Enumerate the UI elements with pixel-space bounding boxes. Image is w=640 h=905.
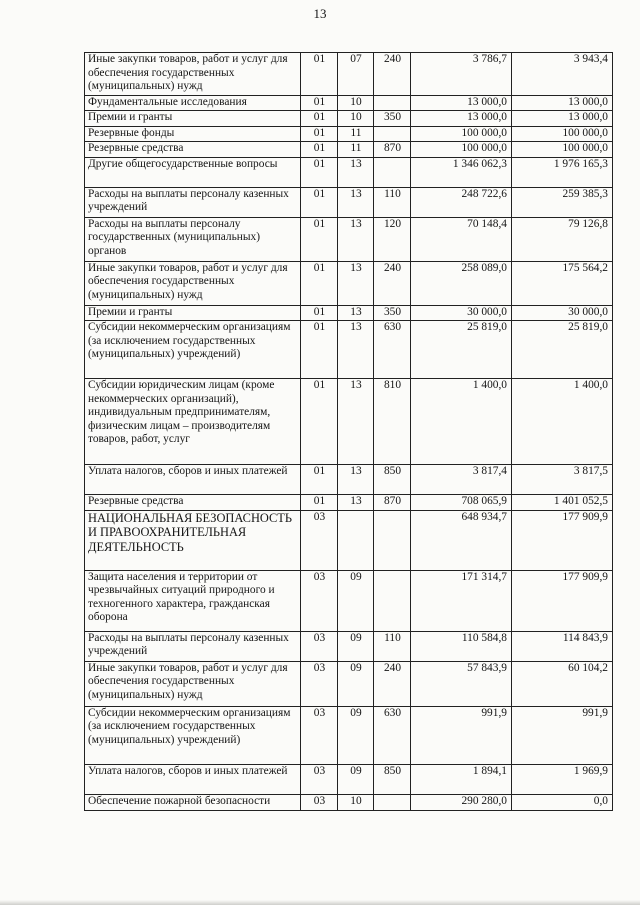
subsection-code: 13 (338, 157, 374, 187)
section-code: 03 (301, 570, 338, 631)
table-row (85, 631, 613, 661)
amount-year-1: 1 400,0 (411, 379, 512, 465)
subsection-code: 13 (338, 187, 374, 217)
table-row (85, 495, 613, 511)
table-row (85, 126, 613, 142)
expense-type-code (374, 794, 411, 810)
expense-type-code (374, 570, 411, 631)
section-code: 03 (301, 706, 338, 764)
section-code: 01 (301, 465, 338, 495)
expense-type-code: 110 (374, 187, 411, 217)
expense-type-code (374, 95, 411, 111)
row-description: Субсидии некоммерческим организациям (за исключением государственных (муниципальных) учреждений) (85, 706, 301, 764)
table-row (85, 187, 613, 217)
amount-year-1: 708 065,9 (411, 495, 512, 511)
amount-year-2: 175 564,2 (512, 261, 613, 305)
subsection-code: 13 (338, 495, 374, 511)
expense-type-code: 110 (374, 631, 411, 661)
expense-type-code: 240 (374, 53, 411, 96)
amount-year-2: 13 000,0 (512, 111, 613, 127)
row-description: Фундаментальные исследования (85, 95, 301, 111)
expense-type-code (374, 126, 411, 142)
amount-year-2: 1 401 052,5 (512, 495, 613, 511)
section-code: 01 (301, 53, 338, 96)
section-code: 03 (301, 510, 338, 570)
amount-year-1: 248 722,6 (411, 187, 512, 217)
amount-year-2: 991,9 (512, 706, 613, 764)
subsection-code: 09 (338, 661, 374, 706)
row-description: Расходы на выплаты персоналу государственных (муниципальных) органов (85, 217, 301, 261)
page-number: 13 (313, 6, 327, 21)
row-description: Уплата налогов, сборов и иных платежей (85, 764, 301, 794)
amount-year-2: 100 000,0 (512, 126, 613, 142)
amount-year-1: 1 346 062,3 (411, 157, 512, 187)
table-row (85, 510, 613, 570)
table-row (85, 794, 613, 810)
table-row (85, 111, 613, 127)
table-row (85, 53, 613, 96)
subsection-code: 13 (338, 261, 374, 305)
table-row (85, 217, 613, 261)
section-code: 03 (301, 794, 338, 810)
amount-year-2: 1 400,0 (512, 379, 613, 465)
subsection-code: 09 (338, 570, 374, 631)
amount-year-1: 13 000,0 (411, 111, 512, 127)
amount-year-1: 648 934,7 (411, 510, 512, 570)
table-row (85, 261, 613, 305)
budget-table-body (85, 53, 613, 811)
amount-year-2: 0,0 (512, 794, 613, 810)
subsection-code: 09 (338, 631, 374, 661)
amount-year-1: 991,9 (411, 706, 512, 764)
table-row (85, 305, 613, 321)
subsection-code: 09 (338, 764, 374, 794)
amount-year-1: 100 000,0 (411, 142, 512, 158)
subsection-code: 13 (338, 217, 374, 261)
expense-type-code (374, 157, 411, 187)
row-description: Защита населения и территории от чрезвычайных ситуаций природного и техногенного характера, гражданская оборона (85, 570, 301, 631)
expense-type-code: 630 (374, 321, 411, 379)
expense-type-code: 850 (374, 764, 411, 794)
row-description: Уплата налогов, сборов и иных платежей (85, 465, 301, 495)
section-code: 03 (301, 661, 338, 706)
section-code: 01 (301, 379, 338, 465)
table-row (85, 379, 613, 465)
row-description: Иные закупки товаров, работ и услуг для обеспечения государственных (муниципальных) нужд (85, 261, 301, 305)
scan-edge (0, 900, 640, 905)
section-code: 01 (301, 305, 338, 321)
amount-year-1: 1 894,1 (411, 764, 512, 794)
row-description: Премии и гранты (85, 111, 301, 127)
section-code: 01 (301, 187, 338, 217)
expense-type-code: 240 (374, 261, 411, 305)
amount-year-2: 259 385,3 (512, 187, 613, 217)
expense-type-code: 870 (374, 142, 411, 158)
subsection-code: 11 (338, 142, 374, 158)
section-code: 01 (301, 157, 338, 187)
table-row (85, 157, 613, 187)
amount-year-1: 57 843,9 (411, 661, 512, 706)
subsection-code: 09 (338, 706, 374, 764)
row-description: Расходы на выплаты персоналу казенных учреждений (85, 631, 301, 661)
table-row (85, 95, 613, 111)
table-row (85, 321, 613, 379)
amount-year-2: 3 943,4 (512, 53, 613, 96)
row-description: НАЦИОНАЛЬНАЯ БЕЗОПАСНОСТЬ И ПРАВООХРАНИТЕЛЬНАЯ ДЕЯТЕЛЬНОСТЬ (85, 510, 301, 570)
section-code: 01 (301, 321, 338, 379)
section-code: 01 (301, 261, 338, 305)
row-description: Обеспечение пожарной безопасности (85, 794, 301, 810)
section-code: 01 (301, 95, 338, 111)
amount-year-2: 30 000,0 (512, 305, 613, 321)
row-description: Другие общегосударственные вопросы (85, 157, 301, 187)
section-code: 01 (301, 495, 338, 511)
section-code: 01 (301, 217, 338, 261)
row-description: Иные закупки товаров, работ и услуг для обеспечения государственных (муниципальных) нужд (85, 661, 301, 706)
row-description: Иные закупки товаров, работ и услуг для обеспечения государственных (муниципальных) нужд (85, 53, 301, 96)
section-code: 01 (301, 126, 338, 142)
amount-year-2: 79 126,8 (512, 217, 613, 261)
amount-year-1: 258 089,0 (411, 261, 512, 305)
row-description: Премии и гранты (85, 305, 301, 321)
section-code: 03 (301, 631, 338, 661)
row-description: Расходы на выплаты персоналу казенных учреждений (85, 187, 301, 217)
subsection-code: 13 (338, 305, 374, 321)
subsection-code: 13 (338, 321, 374, 379)
amount-year-1: 100 000,0 (411, 126, 512, 142)
expense-type-code: 350 (374, 305, 411, 321)
amount-year-2: 114 843,9 (512, 631, 613, 661)
subsection-code: 13 (338, 465, 374, 495)
amount-year-2: 177 909,9 (512, 510, 613, 570)
subsection-code: 10 (338, 95, 374, 111)
row-description: Резервные средства (85, 495, 301, 511)
table-row (85, 661, 613, 706)
amount-year-1: 13 000,0 (411, 95, 512, 111)
table-row (85, 142, 613, 158)
row-description: Резервные фонды (85, 126, 301, 142)
amount-year-2: 13 000,0 (512, 95, 613, 111)
amount-year-2: 25 819,0 (512, 321, 613, 379)
table-row (85, 465, 613, 495)
table-row (85, 764, 613, 794)
table-row (85, 570, 613, 631)
amount-year-1: 3 786,7 (411, 53, 512, 96)
subsection-code: 13 (338, 379, 374, 465)
amount-year-1: 30 000,0 (411, 305, 512, 321)
expense-type-code (374, 510, 411, 570)
amount-year-2: 177 909,9 (512, 570, 613, 631)
subsection-code: 11 (338, 126, 374, 142)
budget-table (84, 52, 613, 811)
amount-year-2: 1 969,9 (512, 764, 613, 794)
expense-type-code: 120 (374, 217, 411, 261)
subsection-code (338, 510, 374, 570)
row-description: Субсидии юридическим лицам (кроме некоммерческих организаций), индивидуальным предпринимателям, физическим лицам – производителям товаров, работ, услуг (85, 379, 301, 465)
expense-type-code: 240 (374, 661, 411, 706)
amount-year-2: 3 817,5 (512, 465, 613, 495)
amount-year-1: 25 819,0 (411, 321, 512, 379)
amount-year-1: 3 817,4 (411, 465, 512, 495)
amount-year-2: 1 976 165,3 (512, 157, 613, 187)
section-code: 03 (301, 764, 338, 794)
subsection-code: 10 (338, 111, 374, 127)
amount-year-1: 70 148,4 (411, 217, 512, 261)
expense-type-code: 630 (374, 706, 411, 764)
table-row (85, 706, 613, 764)
amount-year-2: 60 104,2 (512, 661, 613, 706)
amount-year-1: 171 314,7 (411, 570, 512, 631)
expense-type-code: 350 (374, 111, 411, 127)
amount-year-1: 110 584,8 (411, 631, 512, 661)
row-description: Резервные средства (85, 142, 301, 158)
row-description: Субсидии некоммерческим организациям (за исключением государственных (муниципальных) учреждений) (85, 321, 301, 379)
section-code: 01 (301, 142, 338, 158)
expense-type-code: 850 (374, 465, 411, 495)
section-code: 01 (301, 111, 338, 127)
subsection-code: 10 (338, 794, 374, 810)
expense-type-code: 870 (374, 495, 411, 511)
subsection-code: 07 (338, 53, 374, 96)
amount-year-2: 100 000,0 (512, 142, 613, 158)
amount-year-1: 290 280,0 (411, 794, 512, 810)
expense-type-code: 810 (374, 379, 411, 465)
